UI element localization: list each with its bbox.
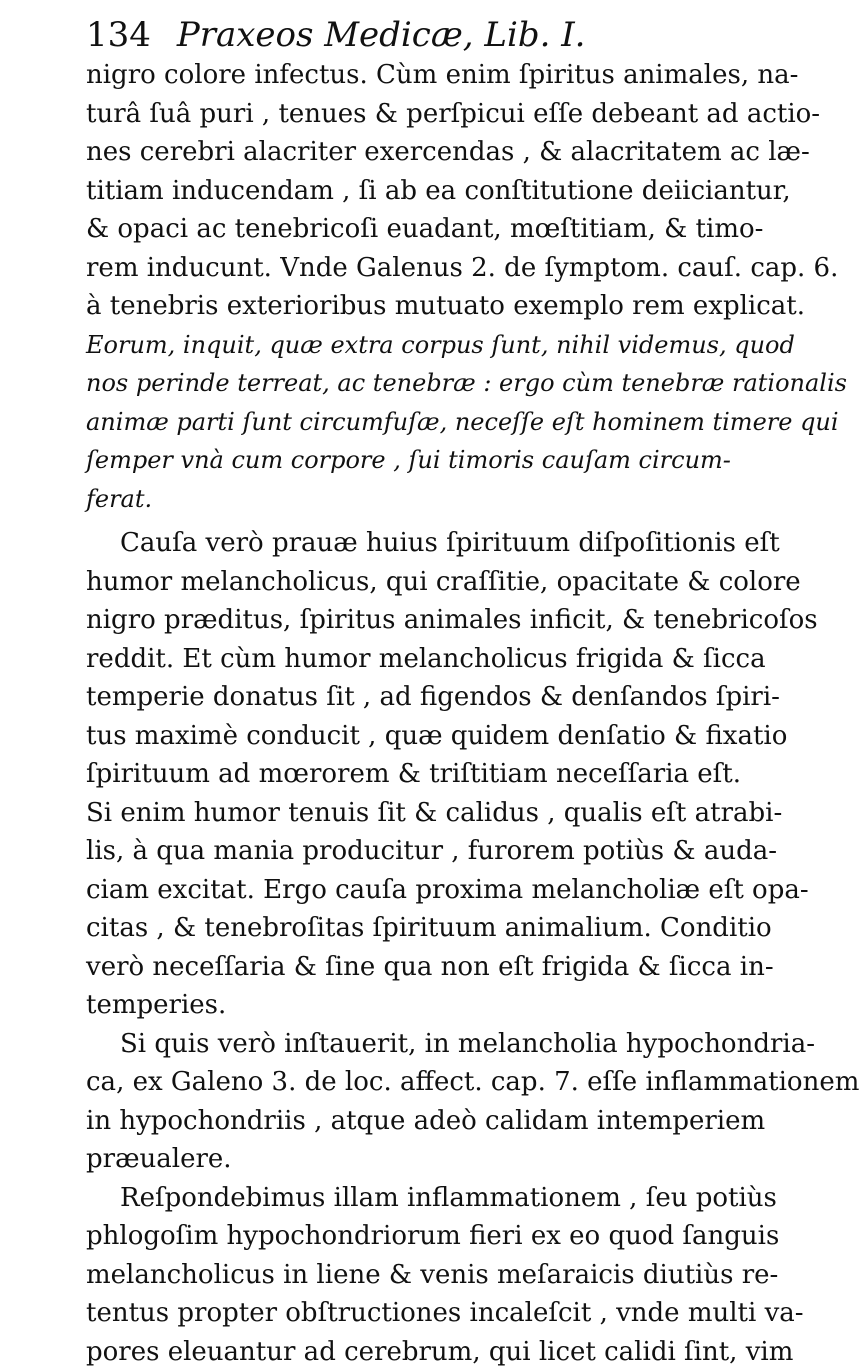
quote-line: ſemper vnà cum corpore , ſui timoris cauſam circum- <box>86 441 776 480</box>
quote-line: animæ parti ſunt circumfuſæ, neceſſe eſt hominem timere qui <box>86 403 776 442</box>
text-line: nigro colore infectus. Cùm enim ſpiritus animales, na- <box>86 56 776 95</box>
text-line: Reſpondebimus illam inflammationem , ſeu potiùs <box>86 1179 776 1218</box>
text-line: temperies. <box>86 986 776 1025</box>
text-line: ca, ex Galeno 3. de loc. affect. cap. 7. eſſe inflammationem <box>86 1063 776 1102</box>
text-line: nigro præditus, ſpiritus animales inficit, & tenebricoſos <box>86 601 776 640</box>
text-line: titiam inducendam , ſi ab ea conſtitutione deiiciantur, <box>86 172 776 211</box>
running-head <box>86 12 686 58</box>
body-text <box>86 56 776 1371</box>
running-title: Praxeos Medicæ, Lib. I. <box>177 12 586 58</box>
text-line: pores eleuantur ad cerebrum, qui licet calidi ſint, vim <box>86 1333 776 1371</box>
text-line: melancholicus in liene & venis meſaraicis diutiùs re- <box>86 1256 776 1295</box>
text-line: turâ ſuâ puri , tenues & perſpicui eſſe debeant ad actio- <box>86 95 776 134</box>
text-line: ciam excitat. Ergo cauſa proxima melancholiæ eſt opa- <box>86 871 776 910</box>
text-line: nes cerebri alacriter exercendas , & alacritatem ac læ- <box>86 133 776 172</box>
text-line: à tenebris exterioribus mutuato exemplo rem explicat. <box>86 287 776 326</box>
text-line: & opaci ac tenebricoſi euadant, mœſtitiam, & timo- <box>86 210 776 249</box>
text-line: præualere. <box>86 1140 776 1179</box>
text-line: citas , & tenebroſitas ſpirituum animalium. Conditio <box>86 909 776 948</box>
text-line: phlogoſim hypochondriorum fieri ex eo quod ſanguis <box>86 1217 776 1256</box>
page-number: 134 <box>86 12 166 58</box>
text-line: humor melancholicus, qui craſſitie, opacitate & colore <box>86 563 776 602</box>
quote-line: ferat. <box>86 480 776 519</box>
text-line: tus maximè conducit , quæ quidem denſatio & fixatio <box>86 717 776 756</box>
quote-line: nos perinde terreat, ac tenebræ : ergo cùm tenebræ rationalis <box>86 364 776 403</box>
text-line: lis, à qua mania producitur , furorem potiùs & auda- <box>86 832 776 871</box>
text-line: Si quis verò inſtauerit, in melancholia hypochondria- <box>86 1025 776 1064</box>
text-line: temperie donatus ſit , ad figendos & denſandos ſpiri- <box>86 678 776 717</box>
text-line: reddit. Et cùm humor melancholicus frigida & ſicca <box>86 640 776 679</box>
text-line: verò neceſſaria & ſine qua non eſt frigida & ſicca in- <box>86 948 776 987</box>
text-line: in hypochondriis , atque adeò calidam intemperiem <box>86 1102 776 1141</box>
text-line: ſpirituum ad mœrorem & triſtitiam neceſſaria eſt. <box>86 755 776 794</box>
quote-line: Eorum, inquit, quæ extra corpus ſunt, nihil videmus, quod <box>86 326 776 365</box>
text-line: Si enim humor tenuis ſit & calidus , qualis eſt atrabi- <box>86 794 776 833</box>
text-line: rem inducunt. Vnde Galenus 2. de ſymptom. cauſ. cap. 6. <box>86 249 776 288</box>
text-line: tentus propter obſtructiones incaleſcit , vnde multi va- <box>86 1294 776 1333</box>
text-line: Cauſa verò prauæ huius ſpirituum diſpoſitionis eſt <box>86 524 776 563</box>
